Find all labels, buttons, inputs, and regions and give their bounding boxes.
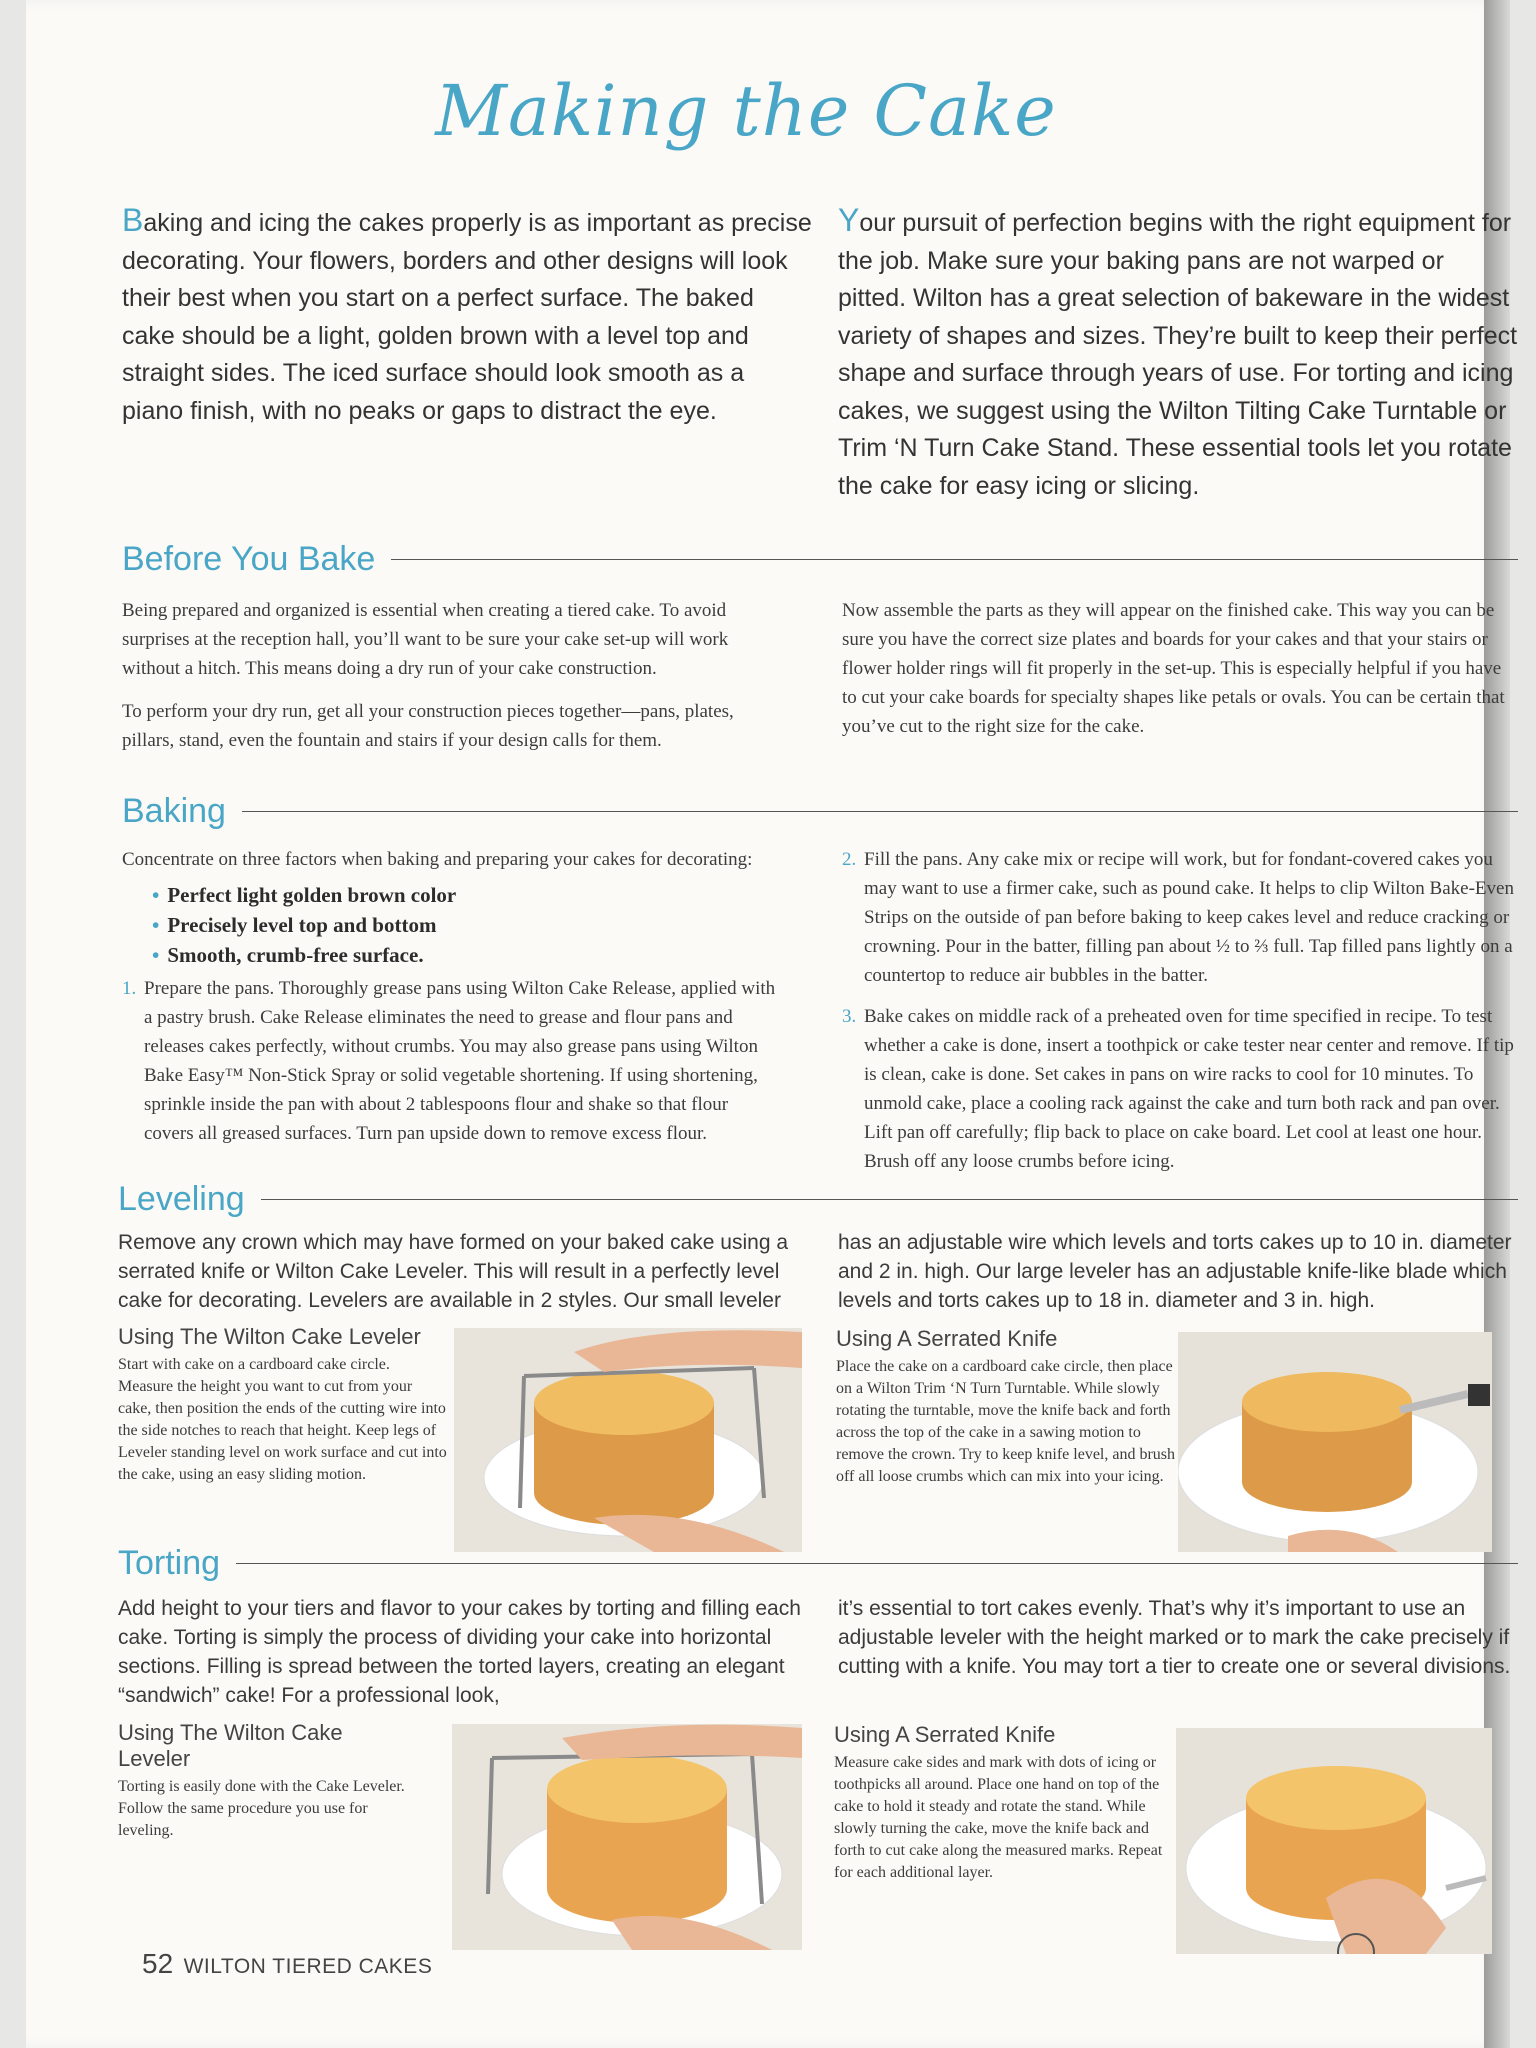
- photo-leveler-torting: [452, 1724, 802, 1950]
- section-rule: [391, 559, 1518, 560]
- photo-knife-leveling: [1178, 1332, 1492, 1552]
- section-rule: [261, 1199, 1518, 1200]
- section-leveling: [118, 1180, 1518, 1219]
- step-text: Bake cakes on middle rack of a preheated oven for time specified in recipe. To test whether a cake is done, insert a toothpick or cake tester near center and remove. If tip is clean, cake is done. Set cakes in pans on wire racks to cool for 10 minutes. To unmold cake, place a cooling rack against the cake and turn both rack and pan over. Lift pan off carefully; flip back to place on cake board. Let cool at least one hour. Brush off any loose crumbs before icing.: [864, 1006, 1514, 1172]
- baking-bullets: [122, 880, 782, 970]
- caption-text: Start with cake on a cardboard cake circle. Measure the height you want to cut from your cake, then position the ends of the cutting wire into the side notches to reach that height. Keep legs of Leveler standing level on work surface and cut into the cake, using an easy sliding motion.: [118, 1356, 447, 1483]
- step-number: 2.: [842, 849, 857, 870]
- paragraph: Now assemble the parts as they will appear on the finished cake. This way you can be sure you have the correct size plates and boards for your cakes and that your stairs or flower holder rings will fit properly in the set-up. This is especially helpful if you have to cut your cake boards for specialty shapes like petals or ovals. You can be certain that you’ve cut to the right size for the cake.: [842, 600, 1505, 737]
- section-torting: [118, 1544, 1518, 1583]
- page-footer: [142, 1948, 432, 1980]
- step-number: 3.: [842, 1006, 857, 1027]
- paragraph: To perform your dry run, get all your construction pieces together—pans, plates, pillars, stand, even the fountain and stairs if your design calls for them.: [122, 701, 734, 751]
- section-rule: [236, 1563, 1518, 1564]
- caption-heading: Using The Wilton Cake Leveler: [118, 1324, 421, 1349]
- caption-text: Measure cake sides and mark with dots of icing or toothpicks all around. Place one hand on top of the cake to hold it steady and rotate the stand. While slowly turning the cake, move the knife back and forth to cut cake along the measured marks. Repeat for each additional layer.: [834, 1754, 1163, 1881]
- intro-right: [838, 202, 1518, 505]
- intro-left-text: aking and icing the cakes properly is as important as precise decorating. Your flowers, borders and other designs will look their best when you start on a perfect surface. The baked cake should be a light, golden brown with a level top and straight sides. The iced surface should look smooth as a piano finish, with no peaks or gaps to distract the eye.: [122, 209, 812, 425]
- bullet-item: • Precisely level top and bottom: [152, 910, 782, 940]
- section-before-you-bake: [122, 540, 1518, 579]
- caption-heading: Using A Serrated Knife: [834, 1722, 1056, 1747]
- section-heading: Before You Bake: [122, 540, 376, 578]
- caption-heading: Using The Wilton Cake Leveler: [118, 1720, 343, 1771]
- step-number: 1.: [122, 978, 137, 999]
- book-title: WILTON TIERED CAKES: [183, 1955, 433, 1978]
- caption-text: Torting is easily done with the Cake Leveler. Follow the same procedure you use for leveling.: [118, 1778, 405, 1839]
- baking-step-2: [842, 845, 1518, 990]
- torting-left-text: Add height to your tiers and flavor to your cakes by torting and filling each cake. Torting is simply the process of dividing your cake into horizontal sections. Filling is spread between the torted layers, creating an elegant “sandwich” cake! For a professional look,: [118, 1597, 801, 1707]
- section-heading: Torting: [118, 1544, 221, 1582]
- baking-step-1: [122, 974, 782, 1148]
- step-text: Fill the pans. Any cake mix or recipe will work, but for fondant-covered cakes you may want to use a firmer cake, such as pound cake. It helps to clip Wilton Bake-Even Strips on the outside of pan before baking to keep cakes level and reduce cracking or crowning. Pour in the batter, filling pan about ½ to ⅔ full. Tap filled pans lightly on a countertop to reduce air bubbles in the batter.: [864, 849, 1514, 986]
- baking-step-3: [842, 1002, 1518, 1176]
- before-right-column: [842, 596, 1518, 741]
- leveling-left-text: Remove any crown which may have formed on your baked cake using a serrated knife or Wilton Cake Leveler. This will result in a perfectly level cake for decorating. Levelers are available in 2 styles. Our small leveler: [118, 1231, 789, 1312]
- torting-leveler-caption: [118, 1720, 418, 1842]
- leveling-leveler-caption: [118, 1324, 448, 1486]
- photo-knife-torting: [1176, 1728, 1492, 1954]
- baking-left-column: [122, 845, 782, 1148]
- photo-leveler-leveling: [454, 1328, 802, 1552]
- intro-left-dropcap: B: [122, 202, 144, 238]
- page-number: 52: [142, 1948, 174, 1979]
- bullet-item: • Perfect light golden brown color: [152, 880, 782, 910]
- before-left-column: [122, 596, 782, 755]
- intro-right-text: our pursuit of perfection begins with the right equipment for the job. Make sure your baking pans are not warped or pitted. Wilton has a great selection of bakeware in the widest variety of shapes and sizes. They’re built to keep their perfect shape and surface through years of use. For torting and icing cakes, we suggest using the Wilton Tilting Cake Turntable or Trim ‘N Turn Cake Stand. These essential tools let you rotate the cake for easy icing or slicing.: [838, 209, 1518, 500]
- paragraph: Being prepared and organized is essential when creating a tiered cake. To avoid surprises at the reception hall, you’ll want to be sure your cake set-up will work without a hitch. This means doing a dry run of your cake construction.: [122, 600, 729, 679]
- book-page: [26, 0, 1518, 2048]
- caption-text: Place the cake on a cardboard cake circle, then place on a Wilton Trim ‘N Turn Turntable. While slowly rotating the turntable, move the knife back and forth across the top of the cake in a sawing motion to remove the crown. Try to keep knife level, and brush off all loose crumbs which can mix into your icing.: [836, 1358, 1176, 1485]
- leveling-right-text: has an adjustable wire which levels and torts cakes up to 10 in. diameter and 2 in. high. Our large leveler has an adjustable knife-like blade which levels and torts cakes up to 18 in. diameter and 3 in. high.: [838, 1231, 1512, 1312]
- bullet-item: • Smooth, crumb-free surface.: [152, 940, 782, 970]
- torting-knife-caption: [834, 1722, 1174, 1884]
- section-rule: [242, 811, 1518, 812]
- intro-right-dropcap: Y: [838, 202, 860, 238]
- leveling-knife-caption: [836, 1326, 1182, 1488]
- section-heading: Leveling: [118, 1180, 245, 1218]
- page-title: Making the Cake: [435, 70, 1057, 152]
- section-baking: [122, 792, 1518, 831]
- step-text: Prepare the pans. Thoroughly grease pans using Wilton Cake Release, applied with a pastry brush. Cake Release eliminates the need to grease and flour pans and releases cakes perfectly, without crumbs. You may also grease pans using Wilton Bake Easy™ Non-Stick Spray or solid vegetable shortening. If using shortening, sprinkle inside the pan with about 2 tablespoons flour and shake so that flour covers all greased surfaces. Turn pan upside down to remove excess flour.: [144, 978, 776, 1144]
- baking-lead: Concentrate on three factors when baking and preparing your cakes for decorating:: [122, 849, 753, 870]
- torting-right-text: it’s essential to tort cakes evenly. That’s why it’s important to use an adjustable leveler with the height marked or to mark the cake precisely if cutting with a knife. You may tort a tier to create one or several divisions.: [838, 1597, 1511, 1678]
- section-heading: Baking: [122, 792, 226, 830]
- caption-heading: Using A Serrated Knife: [836, 1326, 1058, 1351]
- baking-right-column: [842, 845, 1518, 1176]
- intro-left: [122, 202, 812, 430]
